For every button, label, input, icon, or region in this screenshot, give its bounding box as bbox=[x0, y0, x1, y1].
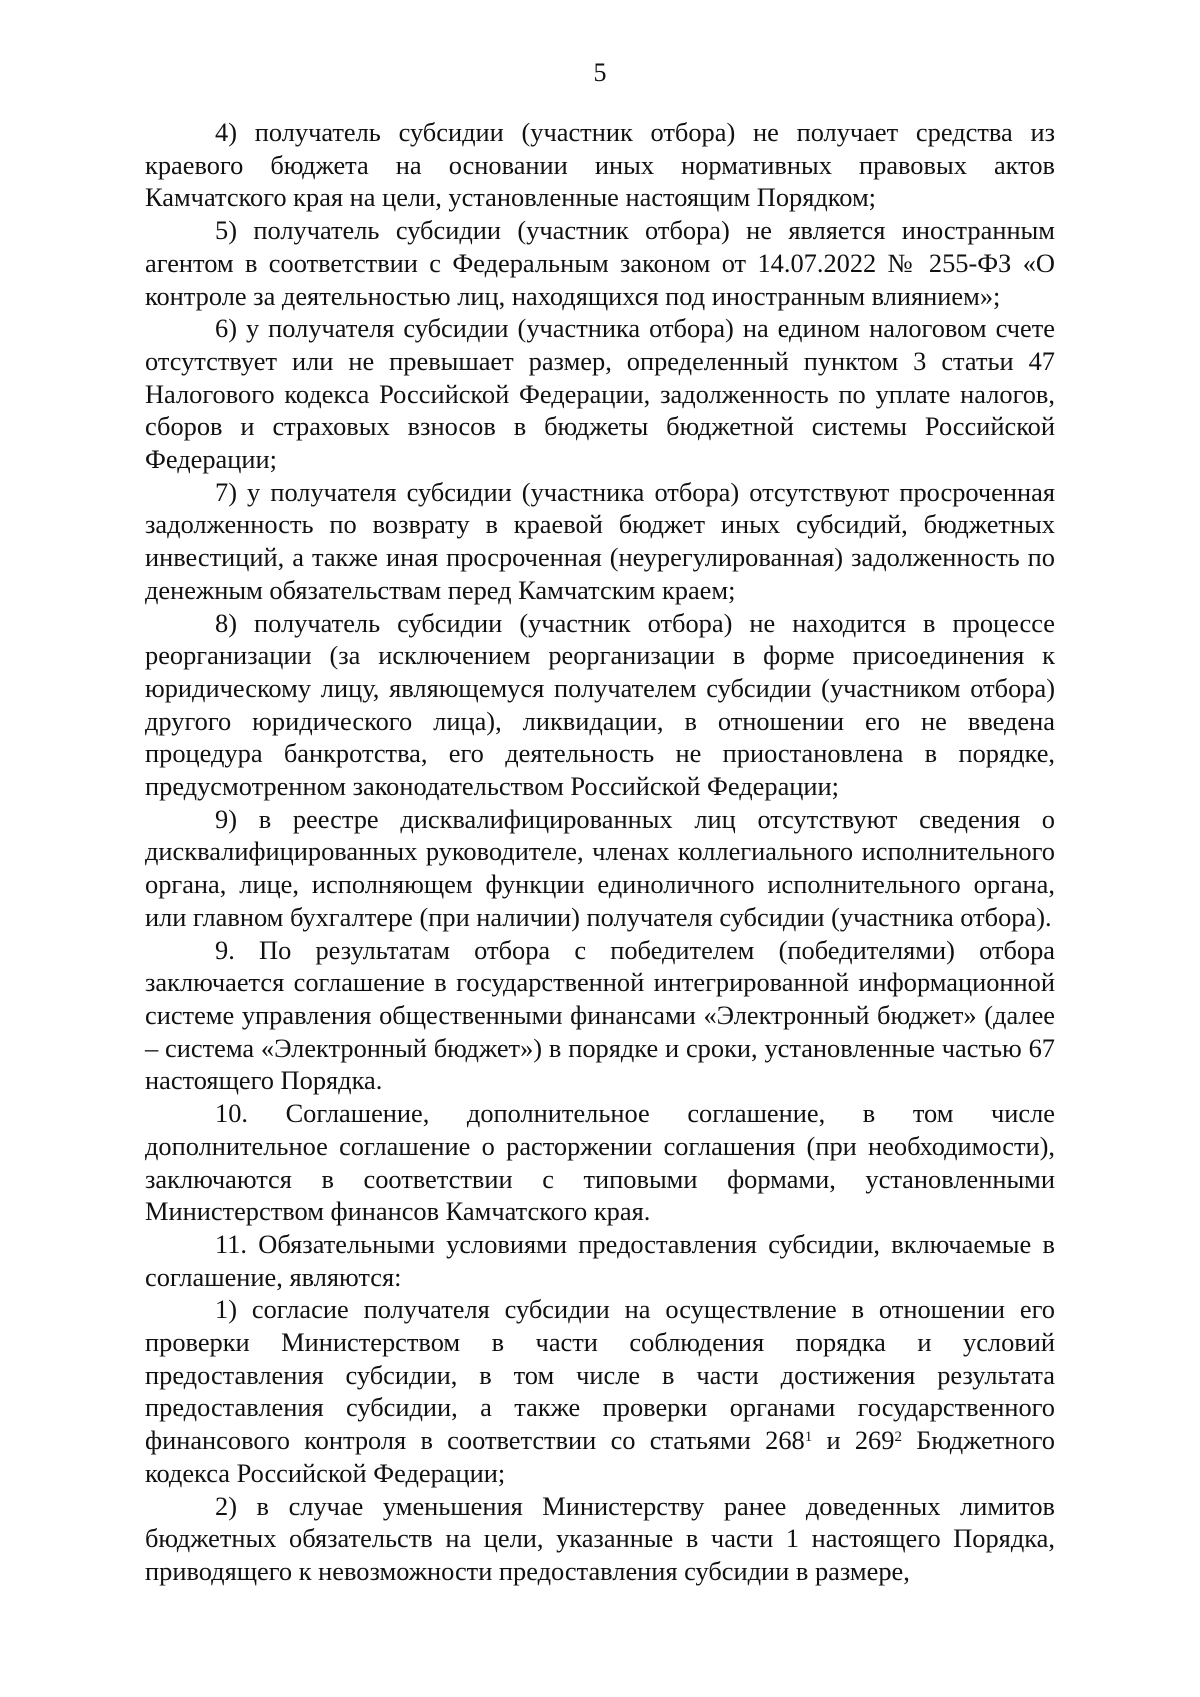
superscript-2: 2 bbox=[894, 1428, 902, 1445]
paragraph-item-9: 9) в реестре дисквалифицированных лиц отсутствуют сведения о дисквалифицированных руководителе, членах коллегиального исполнительного органа, лице, исполняющем функции единоличного исполнительного органа, или главном бухгалтере (при наличии) получателя субсидии (участника отбора). bbox=[145, 803, 1055, 932]
paragraph-clause-11: 11. Обязательными условиями предоставления субсидии, включаемые в соглашение, являются: bbox=[145, 1228, 1055, 1292]
paragraph-clause-9: 9. По результатам отбора с победителем (победителями) отбора заключается соглашение в государственной интегрированной информационной системе управления общественными финансами «Электронный бюджет» (далее – система «Электронный бюджет») в порядке и сроки, установленные частью 67 настоящего Порядка. bbox=[145, 934, 1055, 1096]
paragraph-clause-10: 10. Соглашение, дополнительное соглашение, в том числе дополнительное соглашение о расторжении соглашения (при необходимости), заключаются в соответствии с типовыми формами, установленными Министерством финансов Камчатского края. bbox=[145, 1098, 1055, 1227]
paragraph-item-4: 4) получатель субсидии (участник отбора) не получает средства из краевого бюджета на основании иных нормативных правовых актов Камчатского края на цели, установленные настоящим Порядком; bbox=[145, 117, 1055, 213]
superscript-1: 1 bbox=[804, 1428, 813, 1445]
condition-1-text-end: Бюджетного кодекса Российской Федерации; bbox=[145, 1425, 1055, 1488]
page-number: 5 bbox=[593, 58, 607, 87]
paragraph-condition-1 bbox=[145, 1293, 1055, 1489]
paragraph-item-8: 8) получатель субсидии (участник отбора) не находится в процессе реорганизации (за исключением реорганизации в форме присоединения к юридическому лицу, являющемуся получателем субсидии (участником отбора) другого юридического лица), ликвидации, в отношении его не введена процедура банкротства, его деятельность не приостановлена в порядке, предусмотренном законодательством Российской Федерации; bbox=[145, 607, 1055, 802]
document-body bbox=[145, 116, 1055, 1588]
paragraph-condition-2: 2) в случае уменьшения Министерству ранее доведенных лимитов бюджетных обязательств на цели, указанные в части 1 настоящего Порядка, приводящего к невозможности предоставления субсидии в размере, bbox=[145, 1490, 1055, 1586]
condition-1-text-middle: и 269 bbox=[812, 1425, 895, 1456]
paragraph-item-6: 6) у получателя субсидии (участника отбора) на едином налоговом счете отсутствует или не превышает размер, определенный пунктом 3 статьи 47 Налогового кодекса Российской Федерации, задолженность по уплате налогов, сборов и страховых взносов в бюджеты бюджетной системы Российской Федерации; bbox=[145, 313, 1055, 475]
condition-1-text: 1) согласие получателя субсидии на осуществление в отношении его проверки Министерством в части соблюдения порядка и условий предоставления субсидии, в том числе в части достижения результата предоставления субсидии, а также проверки органами государственного финансового контроля в соответствии со статьями 268 bbox=[145, 1294, 1055, 1456]
paragraph-item-5: 5) получатель субсидии (участник отбора) не является иностранным агентом в соответствии с Федеральным законом от 14.07.2022 № 255-ФЗ «О контроле за деятельностью лиц, находящихся под иностранным влиянием»; bbox=[145, 215, 1055, 311]
paragraph-item-7: 7) у получателя субсидии (участника отбора) отсутствуют просроченная задолженность по возврату в краевой бюджет иных субсидий, бюджетных инвестиций, а также иная просроченная (неурегулированная) задолженность по денежным обязательствам перед Камчатским краем; bbox=[145, 476, 1055, 605]
